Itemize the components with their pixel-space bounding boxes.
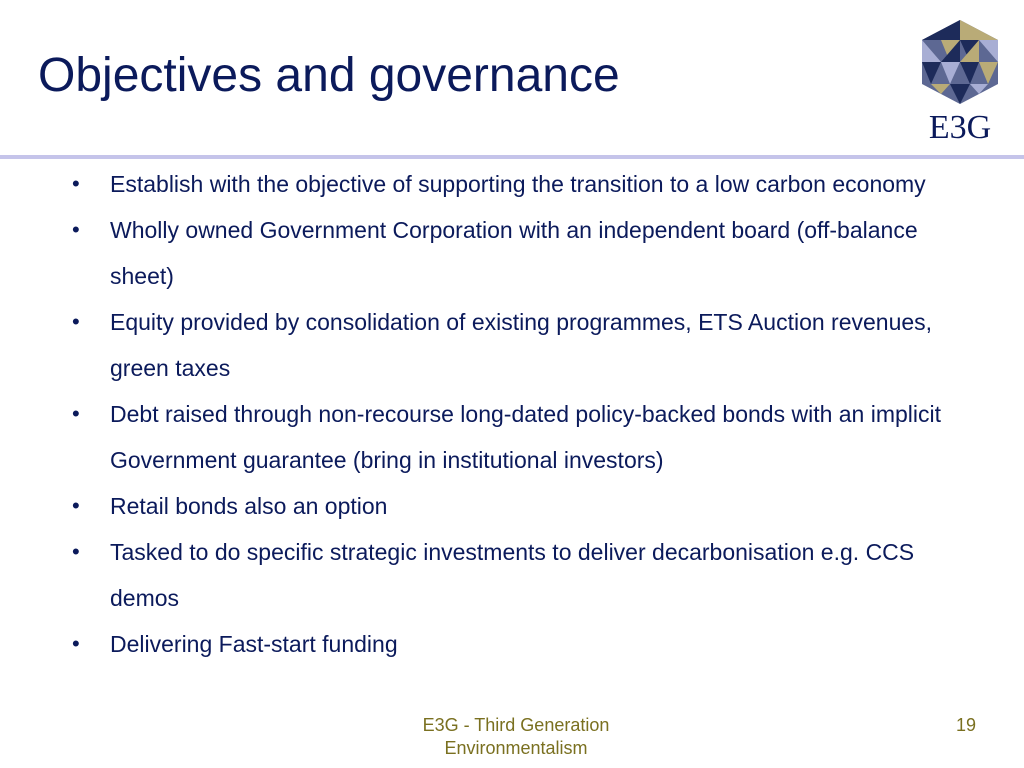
title-divider — [0, 155, 1024, 159]
bullet-icon: • — [72, 631, 80, 656]
bullet-text: Establish with the objective of supporting the transition to a low carbon economy — [110, 171, 926, 197]
bullet-item — [72, 391, 972, 483]
bullet-icon: • — [72, 539, 80, 564]
bullet-item — [72, 299, 972, 391]
bullet-text: Tasked to do specific strategic investments to deliver decarbonisation e.g. CCS demos — [110, 539, 915, 611]
page-number: 19 — [955, 715, 976, 735]
bullet-list — [72, 161, 972, 667]
e3g-logo — [918, 16, 1002, 146]
bullet-text: Debt raised through non-recourse long-dated policy-backed bonds with an implicit Government guarantee (bring in institutional investors) — [110, 401, 942, 473]
bullet-icon: • — [72, 171, 80, 196]
bullet-item — [72, 529, 972, 621]
bullet-text: Equity provided by consolidation of existing programmes, ETS Auction revenues, green taxes — [110, 309, 933, 381]
slide-title: Objectives and governance — [38, 49, 620, 102]
bullet-text: Delivering Fast-start funding — [110, 631, 398, 657]
bullet-text: Retail bonds also an option — [110, 493, 388, 519]
bullet-icon: • — [72, 309, 80, 334]
footer-line-1: E3G - Third Generation — [422, 715, 610, 735]
footer-text — [388, 714, 644, 760]
bullet-icon: • — [72, 493, 80, 518]
bullet-item — [72, 161, 972, 207]
logo-wordmark: E3G — [928, 109, 992, 146]
bullet-item — [72, 207, 972, 299]
footer-line-2: Environmentalism — [444, 738, 588, 758]
bullet-icon: • — [72, 217, 80, 242]
bullet-item — [72, 621, 972, 667]
bullet-icon: • — [72, 401, 80, 426]
e3g-logo-mark-icon — [918, 16, 1002, 108]
bullet-item — [72, 483, 972, 529]
bullet-text: Wholly owned Government Corporation with an independent board (off-balance sheet) — [110, 217, 918, 289]
